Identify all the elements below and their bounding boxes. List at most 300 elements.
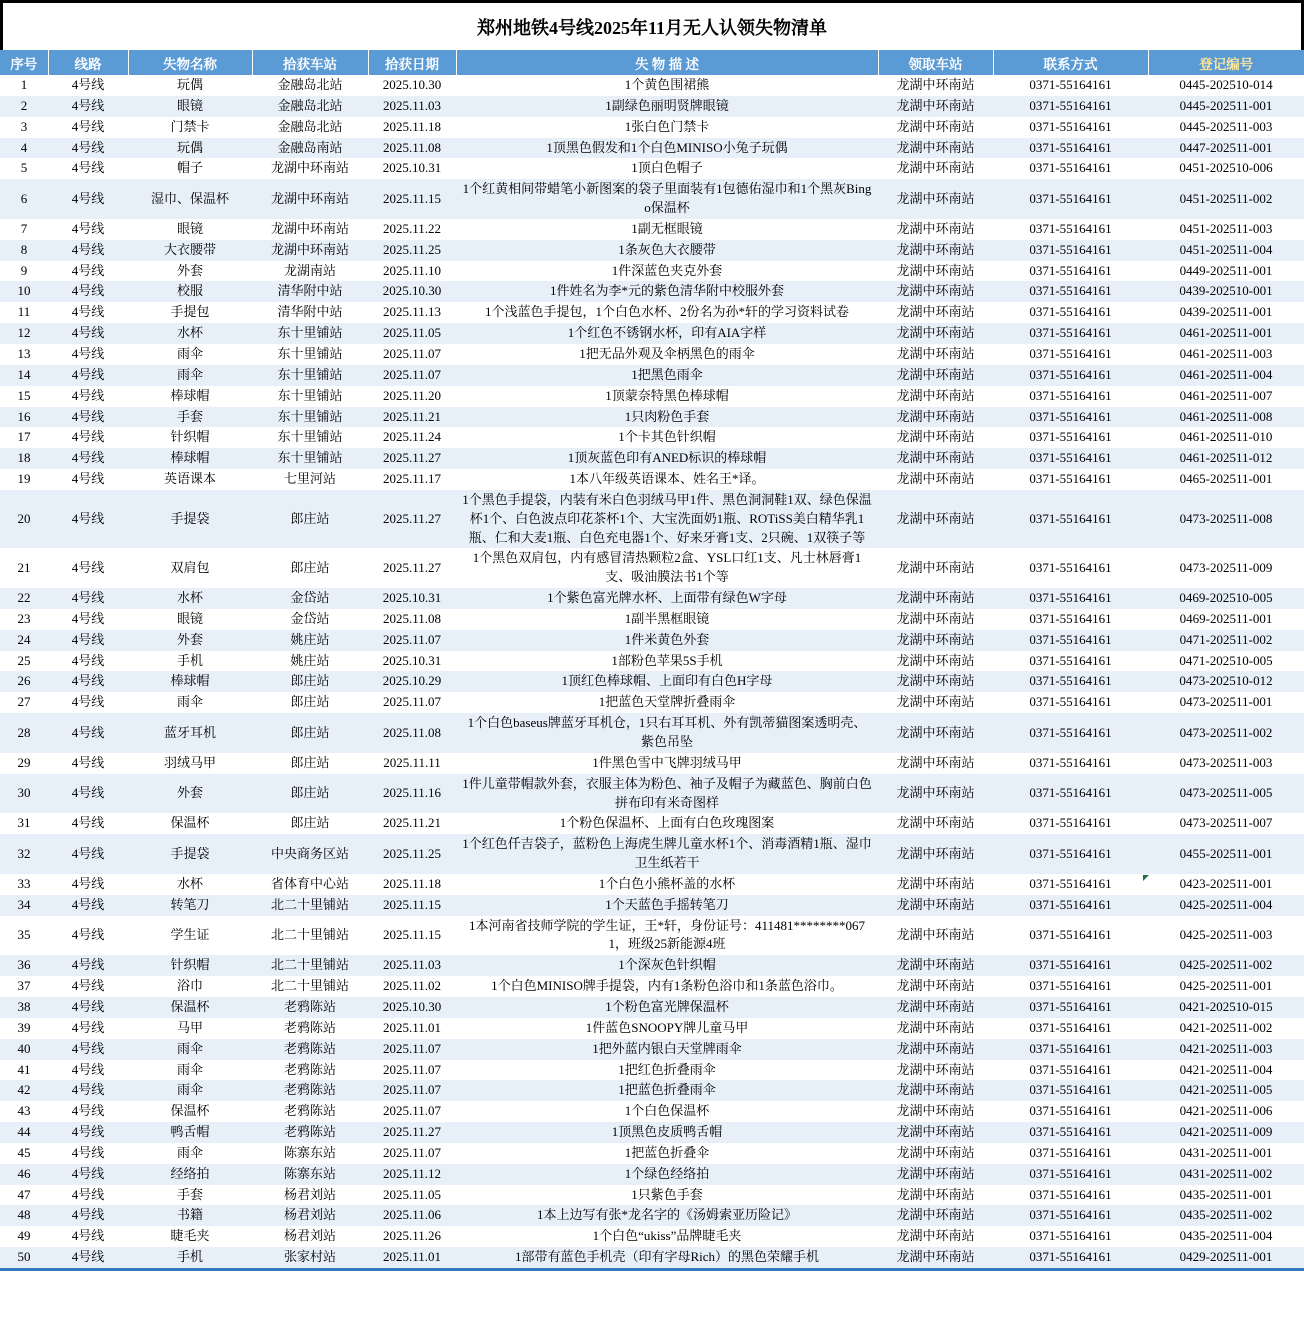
cell-description: 1个白色小熊杯盖的水杯 bbox=[598, 875, 736, 891]
cell-contact-phone: 0371-55164161 bbox=[1029, 652, 1112, 668]
cell-found-date: 2025.11.18 bbox=[382, 118, 442, 134]
cell-seq: 13 bbox=[17, 345, 31, 361]
cell-claim-station: 龙湖中环南站 bbox=[896, 754, 975, 770]
cell-found-date: 2025.11.07 bbox=[382, 1040, 442, 1056]
cell-line: 4号线 bbox=[71, 1040, 105, 1056]
cell-contact-phone: 0371-55164161 bbox=[1029, 160, 1112, 176]
cell-seq: 1 bbox=[20, 77, 28, 92]
cell-found-date: 2025.11.07 bbox=[382, 1144, 442, 1160]
cell-claim-station: 龙湖中环南站 bbox=[896, 875, 975, 891]
cell-seq: 28 bbox=[17, 724, 31, 740]
cell-seq: 48 bbox=[17, 1207, 31, 1223]
cell-line: 4号线 bbox=[71, 652, 105, 668]
cell-seq: 42 bbox=[17, 1082, 31, 1098]
table-row bbox=[0, 813, 1304, 834]
cell-reg-no: 0461-202511-010 bbox=[1179, 429, 1273, 445]
cell-reg-no: 0439-202510-001 bbox=[1179, 283, 1273, 299]
cell-description: 1个绿色经络拍 bbox=[624, 1165, 710, 1181]
cell-reg-no: 0451-202511-002 bbox=[1179, 190, 1273, 206]
cell-line: 4号线 bbox=[71, 1165, 105, 1181]
table-row bbox=[0, 344, 1304, 365]
cell-description: 1个红色不锈钢水杯，印有AIA字样 bbox=[567, 325, 767, 341]
cell-reg-no: 0473-202511-001 bbox=[1179, 694, 1273, 710]
cell-line: 4号线 bbox=[71, 429, 105, 445]
column-header-claim-station: 领取车站 bbox=[878, 50, 993, 75]
cell-claim-station: 龙湖中环南站 bbox=[896, 241, 975, 257]
cell-claim-station: 龙湖中环南站 bbox=[896, 325, 975, 341]
cell-found-date: 2025.11.12 bbox=[382, 1165, 442, 1181]
table-row bbox=[0, 96, 1304, 117]
cell-contact-phone: 0371-55164161 bbox=[1029, 1061, 1112, 1077]
cell-line: 4号线 bbox=[71, 304, 105, 320]
table-row bbox=[0, 261, 1304, 282]
cell-seq: 33 bbox=[17, 875, 31, 891]
cell-line: 4号线 bbox=[71, 1082, 105, 1098]
cell-line: 4号线 bbox=[71, 366, 105, 382]
table-row bbox=[0, 179, 1304, 219]
cell-claim-station: 龙湖中环南站 bbox=[896, 978, 975, 994]
cell-item-name: 玩偶 bbox=[176, 139, 203, 155]
cell-found-date: 2025.11.07 bbox=[382, 366, 442, 382]
cell-reg-no: 0425-202511-001 bbox=[1179, 978, 1273, 994]
table-row bbox=[0, 1060, 1304, 1081]
cell-line: 4号线 bbox=[71, 325, 105, 341]
cell-seq: 39 bbox=[17, 1019, 31, 1035]
cell-description: 1件蓝色SNOOPY牌儿童马甲 bbox=[585, 1019, 749, 1035]
cell-description: 1本八年级英语课本、姓名王*译。 bbox=[569, 471, 765, 487]
table-row bbox=[0, 834, 1304, 874]
cell-reg-no: 0461-202511-003 bbox=[1179, 345, 1273, 361]
cell-found-date: 2025.10.31 bbox=[382, 652, 442, 668]
cell-line: 4号线 bbox=[71, 1186, 105, 1202]
cell-found-station: 老鸦陈站 bbox=[283, 1061, 336, 1077]
cell-claim-station: 龙湖中环南站 bbox=[896, 77, 975, 92]
cell-contact-phone: 0371-55164161 bbox=[1029, 97, 1112, 113]
cell-line: 4号线 bbox=[71, 387, 105, 403]
cell-line: 4号线 bbox=[71, 139, 105, 155]
cell-found-date: 2025.11.15 bbox=[382, 896, 442, 912]
cell-reg-no: 0425-202511-004 bbox=[1179, 896, 1273, 912]
cell-claim-station: 龙湖中环南站 bbox=[896, 408, 975, 424]
cell-claim-station: 龙湖中环南站 bbox=[896, 190, 975, 206]
cell-contact-phone: 0371-55164161 bbox=[1029, 998, 1112, 1014]
cell-contact-phone: 0371-55164161 bbox=[1029, 610, 1112, 626]
table-row bbox=[0, 490, 1304, 549]
cell-claim-station: 龙湖中环南站 bbox=[896, 262, 975, 278]
cell-description: 1本上边写有张*龙名字的《汤姆索亚历险记》 bbox=[536, 1207, 797, 1223]
cell-found-station: 东十里铺站 bbox=[277, 325, 343, 341]
cell-contact-phone: 0371-55164161 bbox=[1029, 139, 1112, 155]
cell-reg-no: 0449-202511-001 bbox=[1179, 262, 1273, 278]
cell-item-name: 羽绒马甲 bbox=[163, 754, 216, 770]
cell-seq: 41 bbox=[17, 1061, 31, 1077]
cell-item-name: 转笔刀 bbox=[170, 896, 210, 912]
cell-contact-phone: 0371-55164161 bbox=[1029, 1103, 1112, 1119]
cell-description: 1副半黑框眼镜 bbox=[624, 610, 710, 626]
cell-item-name: 保温杯 bbox=[170, 1103, 210, 1119]
cell-seq: 43 bbox=[17, 1103, 31, 1119]
cell-description: 1个黄色围裙熊 bbox=[624, 77, 710, 92]
cell-contact-phone: 0371-55164161 bbox=[1029, 241, 1112, 257]
cell-reg-no: 0421-202511-004 bbox=[1179, 1061, 1273, 1077]
cell-found-date: 2025.10.30 bbox=[382, 77, 442, 92]
cell-item-name: 双肩包 bbox=[170, 559, 210, 575]
cell-found-station: 北二十里铺站 bbox=[270, 978, 349, 994]
cell-claim-station: 龙湖中环南站 bbox=[896, 1249, 975, 1265]
cell-description: 1副无框眼镜 bbox=[631, 220, 703, 236]
cell-claim-station: 龙湖中环南站 bbox=[896, 845, 975, 861]
cell-seq: 27 bbox=[17, 694, 31, 710]
cell-contact-phone: 0371-55164161 bbox=[1029, 345, 1112, 361]
cell-found-date: 2025.11.26 bbox=[382, 1228, 442, 1244]
cell-description: 1个黑色双肩包，内有感冒清热颗粒2盒、YSL口红1支、凡士林唇膏1支、吸油膜法书1个等 bbox=[472, 550, 862, 585]
cell-contact-phone: 0371-55164161 bbox=[1029, 724, 1112, 740]
cell-found-date: 2025.11.27 bbox=[382, 1124, 442, 1140]
cell-contact-phone: 0371-55164161 bbox=[1029, 283, 1112, 299]
cell-line: 4号线 bbox=[71, 220, 105, 236]
cell-contact-phone: 0371-55164161 bbox=[1029, 694, 1112, 710]
cell-seq: 18 bbox=[17, 450, 31, 466]
table-row bbox=[0, 692, 1304, 713]
cell-found-date: 2025.11.25 bbox=[382, 845, 442, 861]
cell-found-station: 东十里铺站 bbox=[277, 408, 343, 424]
table-row bbox=[0, 448, 1304, 469]
cell-line: 4号线 bbox=[71, 97, 105, 113]
cell-claim-station: 龙湖中环南站 bbox=[896, 652, 975, 668]
cell-claim-station: 龙湖中环南站 bbox=[896, 450, 975, 466]
cell-reg-no: 0465-202511-001 bbox=[1179, 471, 1273, 487]
cell-line: 4号线 bbox=[71, 471, 105, 487]
cell-line: 4号线 bbox=[71, 927, 105, 943]
cell-contact-phone: 0371-55164161 bbox=[1029, 118, 1112, 134]
cell-description: 1条灰色大衣腰带 bbox=[618, 241, 716, 257]
table-row bbox=[0, 407, 1304, 428]
cell-line: 4号线 bbox=[71, 754, 105, 770]
cell-description: 1件深蓝色夹克外套 bbox=[611, 262, 723, 278]
cell-item-name: 雨伞 bbox=[176, 694, 203, 710]
cell-seq: 6 bbox=[20, 190, 28, 206]
cell-reg-no: 0421-202511-002 bbox=[1179, 1019, 1273, 1035]
cell-line: 4号线 bbox=[71, 1019, 105, 1035]
cell-line: 4号线 bbox=[71, 1061, 105, 1077]
cell-found-date: 2025.11.24 bbox=[382, 429, 442, 445]
cell-description: 1个深灰色针织帽 bbox=[618, 957, 716, 973]
cell-description: 1把外蓝内银白天堂牌雨伞 bbox=[592, 1040, 742, 1056]
cell-description: 1把无品外观及伞柄黑色的雨伞 bbox=[579, 345, 755, 361]
table-row bbox=[0, 302, 1304, 323]
cell-description: 1顶蒙奈特黑色棒球帽 bbox=[605, 387, 729, 403]
cell-contact-phone: 0371-55164161 bbox=[1029, 1249, 1112, 1265]
cell-reg-no: 0421-202510-015 bbox=[1179, 998, 1273, 1014]
cell-claim-station: 龙湖中环南站 bbox=[896, 1019, 975, 1035]
cell-contact-phone: 0371-55164161 bbox=[1029, 1207, 1112, 1223]
cell-description: 1个红色仟吉袋子，蓝粉色上海虎生牌儿童水杯1个、消毒酒精1瓶、湿巾卫生纸若干 bbox=[462, 836, 872, 871]
cell-contact-phone: 0371-55164161 bbox=[1029, 957, 1112, 973]
cell-line: 4号线 bbox=[71, 875, 105, 891]
cell-found-date: 2025.11.07 bbox=[382, 1082, 442, 1098]
cell-found-date: 2025.11.07 bbox=[382, 345, 442, 361]
cell-found-station: 东十里铺站 bbox=[277, 429, 343, 445]
cell-item-name: 手套 bbox=[176, 1186, 203, 1202]
cell-claim-station: 龙湖中环南站 bbox=[896, 957, 975, 973]
table-row bbox=[0, 240, 1304, 261]
table-row bbox=[0, 588, 1304, 609]
table-row bbox=[0, 138, 1304, 159]
cell-reg-no: 0429-202511-001 bbox=[1179, 1249, 1273, 1265]
cell-contact-phone: 0371-55164161 bbox=[1029, 471, 1112, 487]
cell-found-date: 2025.11.01 bbox=[382, 1019, 442, 1035]
cell-seq: 24 bbox=[17, 631, 31, 647]
cell-line: 4号线 bbox=[71, 896, 105, 912]
cell-reg-no: 0473-202511-008 bbox=[1179, 510, 1273, 526]
table-row bbox=[0, 1018, 1304, 1039]
cell-reg-no: 0451-202511-004 bbox=[1179, 241, 1273, 257]
cell-contact-phone: 0371-55164161 bbox=[1029, 1186, 1112, 1202]
cell-contact-phone: 0371-55164161 bbox=[1029, 1228, 1112, 1244]
table-row bbox=[0, 713, 1304, 753]
cell-description: 1把蓝色折叠伞 bbox=[624, 1144, 710, 1160]
cell-line: 4号线 bbox=[71, 998, 105, 1014]
cell-reg-no: 0447-202511-001 bbox=[1179, 139, 1273, 155]
cell-found-station: 陈寨东站 bbox=[283, 1165, 336, 1181]
cell-contact-phone: 0371-55164161 bbox=[1029, 754, 1112, 770]
cell-item-name: 蓝牙耳机 bbox=[163, 724, 216, 740]
cell-contact-phone: 0371-55164161 bbox=[1029, 77, 1112, 92]
table-row bbox=[0, 976, 1304, 997]
cell-found-station: 郎庄站 bbox=[290, 724, 330, 740]
cell-found-station: 清华附中站 bbox=[277, 283, 343, 299]
cell-found-station: 龙湖中环南站 bbox=[270, 190, 349, 206]
cell-item-name: 鸭舌帽 bbox=[170, 1124, 210, 1140]
cell-found-date: 2025.10.30 bbox=[382, 998, 442, 1014]
cell-found-date: 2025.11.21 bbox=[382, 815, 442, 831]
cell-contact-phone: 0371-55164161 bbox=[1029, 220, 1112, 236]
cell-seq: 29 bbox=[17, 754, 31, 770]
cell-item-name: 棒球帽 bbox=[170, 673, 210, 689]
cell-item-name: 水杯 bbox=[176, 325, 203, 341]
cell-claim-station: 龙湖中环南站 bbox=[896, 1103, 975, 1119]
cell-found-station: 金岱站 bbox=[290, 590, 330, 606]
cell-contact-phone: 0371-55164161 bbox=[1029, 875, 1112, 891]
cell-reg-no: 0473-202510-012 bbox=[1179, 673, 1273, 689]
cell-item-name: 水杯 bbox=[176, 875, 203, 891]
cell-seq: 8 bbox=[20, 241, 28, 257]
table-row bbox=[0, 117, 1304, 138]
cell-reg-no: 0469-202510-005 bbox=[1179, 590, 1273, 606]
cell-item-name: 针织帽 bbox=[170, 957, 210, 973]
cell-description: 1个白色baseus牌蓝牙耳机仓，1只右耳耳机、外有凯蒂猫图案透明壳、紫色吊坠 bbox=[467, 715, 867, 749]
cell-seq: 26 bbox=[17, 673, 31, 689]
cell-item-name: 保温杯 bbox=[170, 998, 210, 1014]
cell-line: 4号线 bbox=[71, 1228, 105, 1244]
cell-contact-phone: 0371-55164161 bbox=[1029, 845, 1112, 861]
cell-reg-no: 0421-202511-006 bbox=[1179, 1103, 1273, 1119]
cell-description: 1个浅蓝色手提包，1个白色水杯、2份名为孙*轩的学习资料试卷 bbox=[484, 304, 849, 320]
cell-found-date: 2025.11.02 bbox=[382, 978, 442, 994]
table-row bbox=[0, 219, 1304, 240]
cell-seq: 38 bbox=[17, 998, 31, 1014]
cell-reg-no: 0469-202511-001 bbox=[1179, 610, 1273, 626]
cell-line: 4号线 bbox=[71, 190, 105, 206]
cell-description: 1个粉色富光牌保温杯 bbox=[605, 998, 729, 1014]
cell-found-station: 杨君刘站 bbox=[283, 1207, 336, 1223]
cell-seq: 31 bbox=[17, 815, 31, 831]
table-row bbox=[0, 1122, 1304, 1143]
cell-description: 1个白色MINISO牌手提袋，内有1条粉色浴巾和1条蓝色浴巾。 bbox=[491, 978, 843, 994]
cell-found-station: 张家村站 bbox=[283, 1249, 336, 1265]
table-row bbox=[0, 671, 1304, 692]
cell-reg-no: 0425-202511-002 bbox=[1179, 957, 1273, 973]
cell-reg-no: 0435-202511-001 bbox=[1179, 1186, 1273, 1202]
cell-description: 1顶黑色皮质鸭舌帽 bbox=[611, 1124, 723, 1140]
cell-item-name: 门禁卡 bbox=[170, 118, 210, 134]
cell-found-date: 2025.11.08 bbox=[382, 610, 442, 626]
cell-found-station: 清华附中站 bbox=[277, 304, 343, 320]
table-row bbox=[0, 955, 1304, 976]
cell-item-name: 校服 bbox=[176, 283, 203, 299]
cell-contact-phone: 0371-55164161 bbox=[1029, 408, 1112, 424]
cell-found-date: 2025.11.15 bbox=[382, 190, 442, 206]
cell-claim-station: 龙湖中环南站 bbox=[896, 1124, 975, 1140]
cell-item-name: 眼镜 bbox=[176, 97, 203, 113]
cell-seq: 37 bbox=[17, 978, 31, 994]
cell-seq: 34 bbox=[17, 896, 31, 912]
cell-description: 1把红色折叠雨伞 bbox=[618, 1061, 716, 1077]
cell-found-station: 龙湖中环南站 bbox=[270, 241, 349, 257]
cell-claim-station: 龙湖中环南站 bbox=[896, 896, 975, 912]
cell-line: 4号线 bbox=[71, 631, 105, 647]
cell-claim-station: 龙湖中环南站 bbox=[896, 510, 975, 526]
cell-found-date: 2025.11.16 bbox=[382, 785, 442, 801]
cell-line: 4号线 bbox=[71, 262, 105, 278]
cell-item-name: 帽子 bbox=[176, 160, 203, 176]
cell-item-name: 手机 bbox=[176, 652, 203, 668]
table-row bbox=[0, 158, 1304, 179]
table-row bbox=[0, 997, 1304, 1018]
cell-found-station: 郎庄站 bbox=[290, 694, 330, 710]
cell-claim-station: 龙湖中环南站 bbox=[896, 1144, 975, 1160]
cell-claim-station: 龙湖中环南站 bbox=[896, 785, 975, 801]
cell-line: 4号线 bbox=[71, 160, 105, 176]
cell-found-station: 姚庄站 bbox=[290, 631, 330, 647]
cell-reg-no: 0425-202511-003 bbox=[1179, 927, 1273, 943]
cell-description: 1件黑色雪中飞牌羽绒马甲 bbox=[592, 754, 742, 770]
table-row bbox=[0, 1143, 1304, 1164]
cell-found-date: 2025.11.07 bbox=[382, 1103, 442, 1119]
cell-item-name: 手提包 bbox=[170, 304, 210, 320]
cell-contact-phone: 0371-55164161 bbox=[1029, 429, 1112, 445]
cell-found-station: 老鸦陈站 bbox=[283, 1019, 336, 1035]
cell-found-station: 杨君刘站 bbox=[283, 1228, 336, 1244]
cell-claim-station: 龙湖中环南站 bbox=[896, 220, 975, 236]
column-header-description: 失 物 描 述 bbox=[456, 50, 878, 75]
cell-item-name: 外套 bbox=[176, 785, 203, 801]
cell-claim-station: 龙湖中环南站 bbox=[896, 1207, 975, 1223]
cell-seq: 47 bbox=[17, 1186, 31, 1202]
cell-found-station: 东十里铺站 bbox=[277, 450, 343, 466]
cell-found-station: 金融岛南站 bbox=[277, 139, 343, 155]
cell-contact-phone: 0371-55164161 bbox=[1029, 1040, 1112, 1056]
cell-reg-no: 0461-202511-004 bbox=[1179, 366, 1273, 382]
cell-contact-phone: 0371-55164161 bbox=[1029, 559, 1112, 575]
cell-contact-phone: 0371-55164161 bbox=[1029, 978, 1112, 994]
cell-found-station: 东十里铺站 bbox=[277, 366, 343, 382]
cell-line: 4号线 bbox=[71, 978, 105, 994]
cell-reg-no: 0473-202511-005 bbox=[1179, 785, 1273, 801]
cell-line: 4号线 bbox=[71, 345, 105, 361]
table-row bbox=[0, 753, 1304, 774]
cell-description: 1个白色“ukiss”品牌睫毛夹 bbox=[592, 1228, 742, 1244]
column-header-reg-no: 登记编号 bbox=[1148, 50, 1304, 75]
cell-claim-station: 龙湖中环南站 bbox=[896, 366, 975, 382]
cell-seq: 4 bbox=[20, 139, 28, 155]
cell-line: 4号线 bbox=[71, 510, 105, 526]
cell-seq: 36 bbox=[17, 957, 31, 973]
cell-found-date: 2025.11.22 bbox=[382, 220, 442, 236]
cell-description: 1个黑色手提袋，内装有米白色羽绒马甲1件、黑色洞洞鞋1双、绿色保温杯1个、白色波点印花茶杯1个、大宝洗面奶1瓶、ROTiSS美白精华乳1瓶、仁和大麦1瓶、白色充电器1个、好来牙膏1支、2只碗、1双筷子等 bbox=[462, 491, 872, 545]
cell-reg-no: 0431-202511-001 bbox=[1179, 1144, 1273, 1160]
cell-item-name: 外套 bbox=[176, 262, 203, 278]
cell-item-name: 手提袋 bbox=[170, 510, 210, 526]
page-title: 郑州地铁4号线2025年11月无人认领失物清单 bbox=[0, 0, 1304, 50]
cell-reg-no: 0445-202511-003 bbox=[1179, 118, 1273, 134]
table-row bbox=[0, 1185, 1304, 1206]
cell-description: 1个天蓝色手摇转笔刀 bbox=[605, 896, 729, 912]
cell-seq: 20 bbox=[17, 510, 31, 526]
cell-item-name: 马甲 bbox=[176, 1019, 203, 1035]
cell-seq: 19 bbox=[17, 471, 31, 487]
cell-claim-station: 龙湖中环南站 bbox=[896, 1061, 975, 1077]
cell-found-station: 北二十里铺站 bbox=[270, 896, 349, 912]
cell-claim-station: 龙湖中环南站 bbox=[896, 139, 975, 155]
cell-found-date: 2025.11.27 bbox=[382, 559, 442, 575]
cell-found-station: 金岱站 bbox=[290, 610, 330, 626]
cell-found-station: 陈寨东站 bbox=[283, 1144, 336, 1160]
cell-found-station: 北二十里铺站 bbox=[270, 957, 349, 973]
cell-reg-no: 0455-202511-001 bbox=[1179, 845, 1273, 861]
cell-seq: 40 bbox=[17, 1040, 31, 1056]
table-row bbox=[0, 1039, 1304, 1060]
cell-claim-station: 龙湖中环南站 bbox=[896, 387, 975, 403]
table-row bbox=[0, 609, 1304, 630]
cell-seq: 23 bbox=[17, 610, 31, 626]
cell-contact-phone: 0371-55164161 bbox=[1029, 815, 1112, 831]
cell-found-station: 龙湖南站 bbox=[283, 262, 336, 278]
cell-found-date: 2025.11.06 bbox=[382, 1207, 442, 1223]
cell-found-date: 2025.10.31 bbox=[382, 590, 442, 606]
cell-found-date: 2025.11.20 bbox=[382, 387, 442, 403]
cell-reg-no: 0421-202511-003 bbox=[1179, 1040, 1273, 1056]
table-row bbox=[0, 916, 1304, 956]
cell-description: 1个粉色保温杯、上面有白色玫瑰图案 bbox=[559, 815, 775, 831]
table-row bbox=[0, 365, 1304, 386]
cell-found-date: 2025.10.31 bbox=[382, 160, 442, 176]
table-row bbox=[0, 281, 1304, 302]
cell-claim-station: 龙湖中环南站 bbox=[896, 1228, 975, 1244]
cell-description: 1本河南省技师学院的学生证，王*轩，身份证号：411481********0671，班级25新能源4班 bbox=[468, 917, 866, 952]
cell-seq: 32 bbox=[17, 845, 31, 861]
cell-found-date: 2025.11.03 bbox=[382, 97, 442, 113]
cell-found-station: 东十里铺站 bbox=[277, 345, 343, 361]
cell-claim-station: 龙湖中环南站 bbox=[896, 160, 975, 176]
table-row bbox=[0, 469, 1304, 490]
cell-found-date: 2025.10.30 bbox=[382, 283, 442, 299]
cell-contact-phone: 0371-55164161 bbox=[1029, 1165, 1112, 1181]
cell-contact-phone: 0371-55164161 bbox=[1029, 1082, 1112, 1098]
lost-items-tbody bbox=[0, 75, 1304, 1269]
cell-item-name: 棒球帽 bbox=[170, 450, 210, 466]
cell-item-name: 雨伞 bbox=[176, 345, 203, 361]
